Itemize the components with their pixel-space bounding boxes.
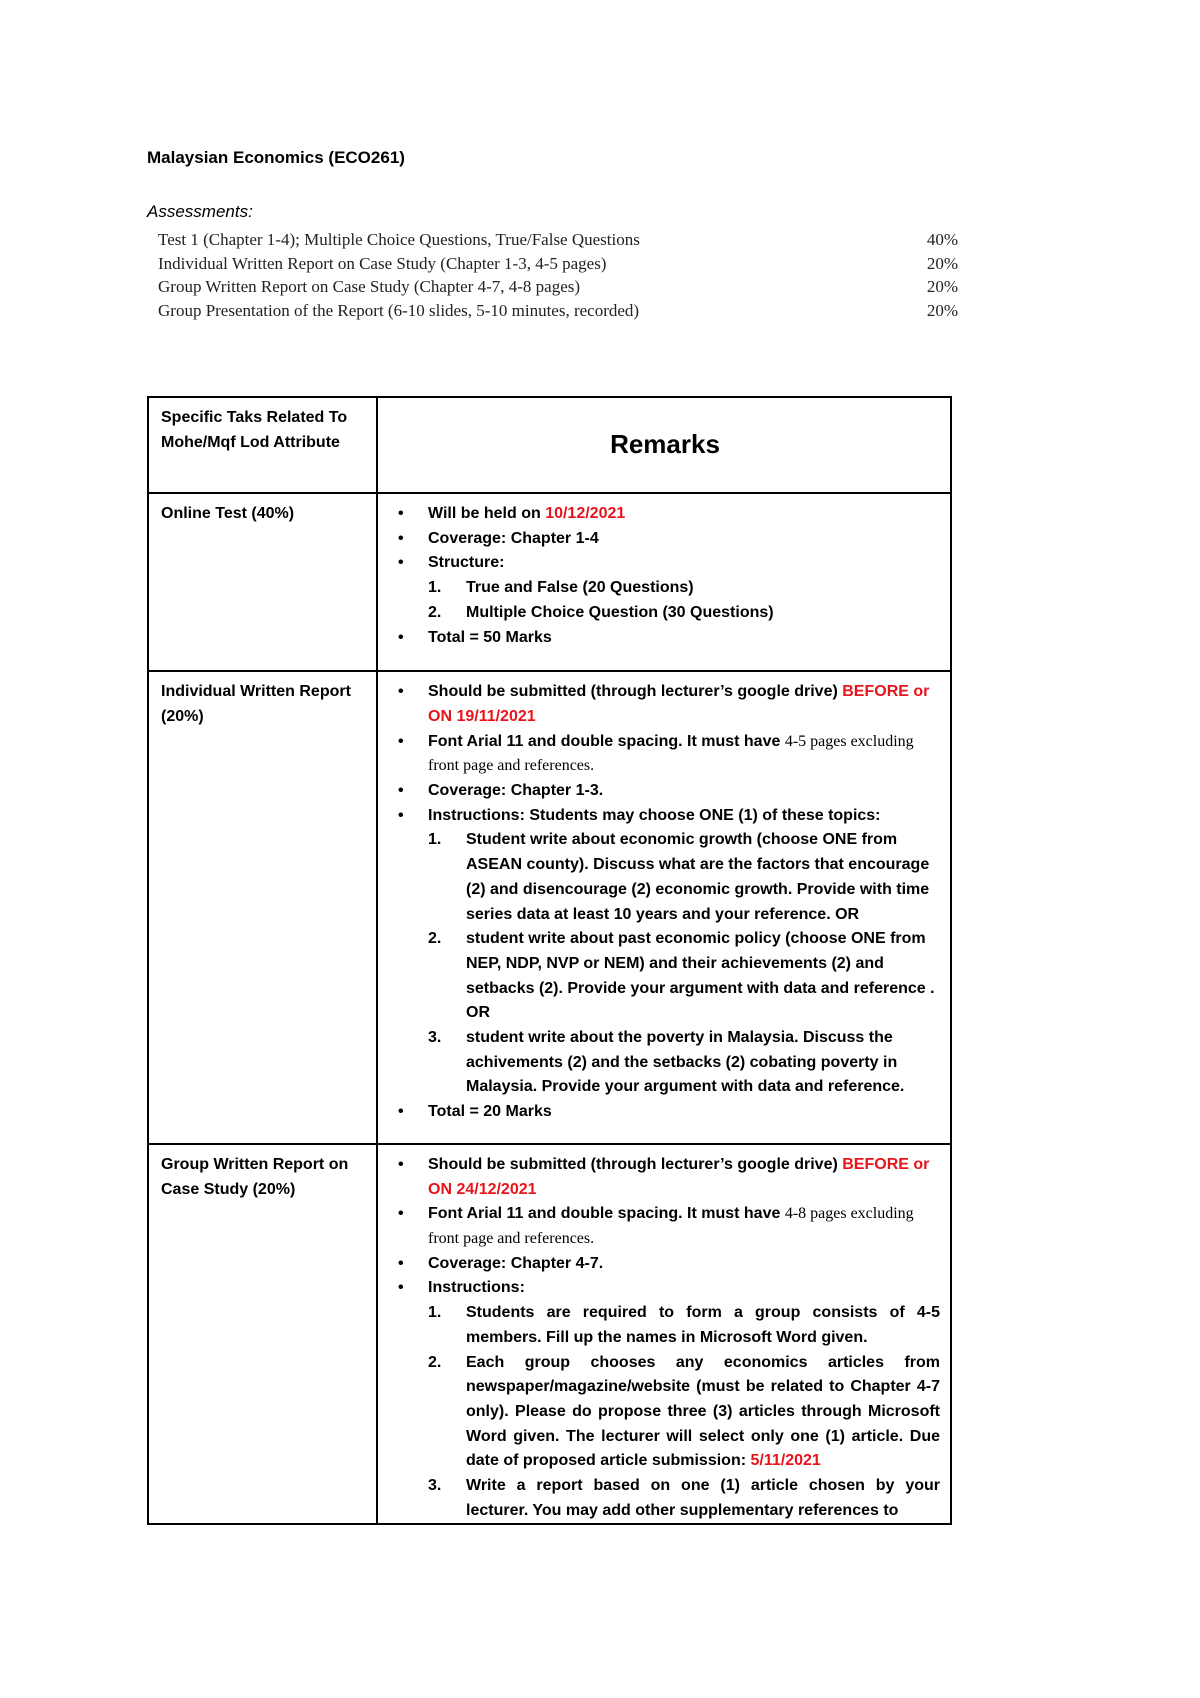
- sub-item: 1. True and False (20 Questions): [428, 579, 694, 597]
- tasks-table: [147, 396, 952, 1525]
- remark-item: • Font Arial 11 and double spacing. It must have 4-5 pages excluding front page and references.: [390, 730, 940, 779]
- assessment-item: Group Presentation of the Report (6-10 slides, 5-10 minutes, recorded): [158, 300, 640, 320]
- assessment-row: [158, 252, 958, 276]
- sub-item: 1. Student write about economic growth (choose ONE from ASEAN county). Discuss what are the factors that encourage (2) and disencourage (2) economic growth. Provide with time series data at least 10 years and your reference. OR: [428, 831, 930, 923]
- deadline: BEFORE or ON 24/12/2021: [428, 1155, 930, 1198]
- assessment-item: Test 1 (Chapter 1-4); Multiple Choice Questions, True/False Questions: [158, 230, 640, 249]
- course-title: Malaysian Economics (ECO261): [147, 148, 405, 167]
- sub-item: 2. student write about past economic policy (choose ONE from NEP, NDP, NVP or NEM) and their achievements (2) and setbacks (2). Provide your argument with data and reference . OR: [428, 930, 935, 1022]
- remark-item: • Structure: 1. True and False (20 Questions) 2. Multiple Choice Question (30 Questions): [390, 551, 940, 625]
- task-remarks: [377, 493, 951, 671]
- sub-item: 3. Write a report based on one (1) article chosen by your lecturer. You may add other supplementary references to: [428, 1477, 940, 1519]
- assessments-label: Assessments:: [147, 202, 253, 221]
- task-name: Group Written Report on Case Study (20%): [148, 1144, 377, 1525]
- assessment-weight: 40%: [926, 230, 958, 249]
- remark-item: • Coverage: Chapter 4-7.: [390, 1252, 940, 1277]
- table-row: [148, 493, 951, 671]
- remark-item: • Will be held on 10/12/2021: [390, 502, 940, 527]
- test-date: 10/12/2021: [545, 505, 626, 522]
- assessment-weight: 20%: [926, 300, 958, 320]
- remark-item: • Should be submitted (through lecturer’s google drive) BEFORE or ON 24/12/2021: [390, 1153, 940, 1202]
- task-name: Online Test (40%): [148, 493, 377, 671]
- assessment-row: [158, 299, 958, 323]
- task-remarks: [377, 671, 951, 1144]
- remark-item: • Instructions: Students may choose ONE (1) of these topics: 1. Student write about economic growth (choose ONE from ASEAN county). Discuss what are the factors that encourage (2) and disencourage (2) economic growth. Provide with time series data at least 10 years and your reference. OR 2. student write about past economic policy (choose ONE from NEP, NDP, NVP or NEM) and their achievements (2) and setbacks (2). Provide your argument with data and reference . OR 3. student write about the poverty in Malaysia. Discuss the achivements (2) and the setbacks (2) cobating poverty in Malaysia. Provide your argument with data and reference.: [390, 804, 940, 1100]
- assessment-list: [158, 228, 958, 322]
- sub-item: 2. Multiple Choice Question (30 Questions): [428, 603, 774, 621]
- assessment-weight: 20%: [926, 277, 958, 296]
- assessment-row: [158, 275, 958, 299]
- table-header-row: [148, 397, 951, 493]
- header-task-column: Specific Taks Related To Mohe/Mqf Lod Attribute: [148, 397, 377, 493]
- assessment-item: Group Written Report on Case Study (Chapter 4-7, 4-8 pages): [158, 277, 581, 296]
- sub-item: 3. student write about the poverty in Malaysia. Discuss the achivements (2) and the setbacks (2) cobating poverty in Malaysia. Provide your argument with data and reference.: [428, 1029, 905, 1096]
- assessment-weight: 20%: [926, 253, 958, 273]
- remark-item: • Should be submitted (through lecturer’s google drive) BEFORE or ON 19/11/2021: [390, 680, 940, 729]
- remark-item: • Total = 20 Marks: [390, 1100, 940, 1125]
- remark-item: • Total = 50 Marks: [390, 626, 940, 651]
- assessment-row: [158, 228, 958, 252]
- remark-item: • Coverage: Chapter 1-3.: [390, 779, 940, 804]
- proposal-due-date: 5/11/2021: [750, 1452, 821, 1470]
- table-row: [148, 671, 951, 1144]
- assessment-item: Individual Written Report on Case Study (Chapter 1-3, 4-5 pages): [158, 253, 607, 273]
- table-row: [148, 1144, 951, 1525]
- remark-item: • Font Arial 11 and double spacing. It must have 4-8 pages excluding front page and references.: [390, 1202, 940, 1251]
- task-remarks: [377, 1144, 951, 1525]
- remark-item: • Coverage: Chapter 1-4: [390, 527, 940, 552]
- sub-item: 2. Each group chooses any economics articles from newspaper/magazine/website (must be related to Chapter 4-7 only). Please do propose three (3) articles through Microsoft Word given. The lecturer will select only one (1) article. Due date of proposed article submission: 5/11/2021: [428, 1353, 940, 1470]
- deadline: BEFORE or ON 19/11/2021: [428, 683, 930, 725]
- header-remarks-column: Remarks: [377, 397, 951, 493]
- task-name: Individual Written Report (20%): [148, 671, 377, 1144]
- sub-item: 1. Students are required to form a group consists of 4-5 members. Fill up the names in Microsoft Word given.: [428, 1304, 940, 1346]
- remark-item: • Instructions: 1. Students are required to form a group consists of 4-5 members. Fill up the names in Microsoft Word given. 2. Each group chooses any economics articles from newspaper/magazine/website (must be related to Chapter 4-7 only). Please do propose three (3) articles through Microsoft Word given. The lecturer will select only one (1) article. Due date of proposed article submission: 5/11/2021 3. Write a report based on one (1) article chosen by your lecturer. You may add other supplementary references to: [390, 1276, 940, 1523]
